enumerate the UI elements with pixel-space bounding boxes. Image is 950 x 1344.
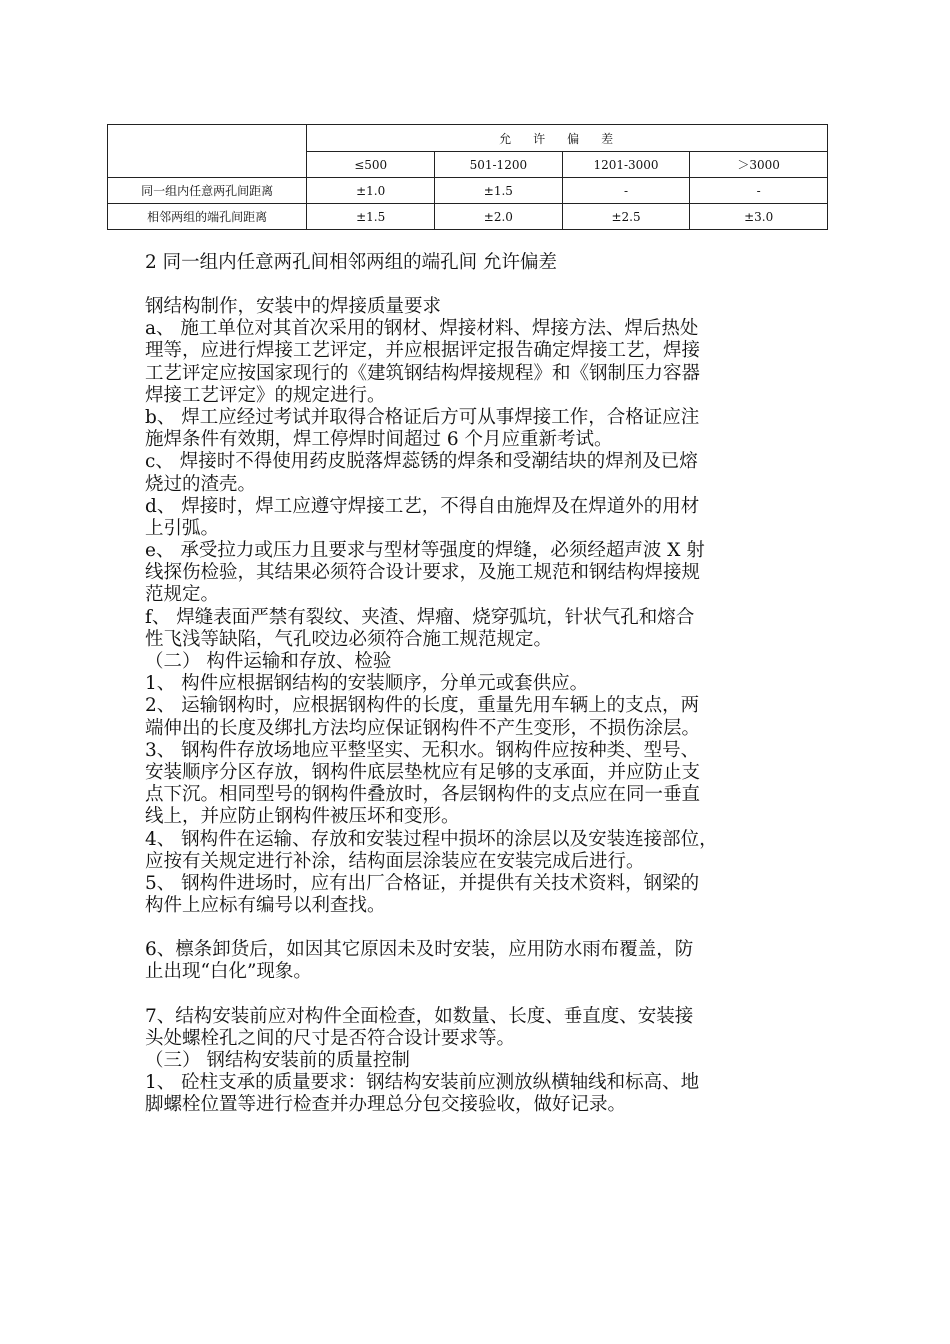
section-heading: 钢结构制作，安装中的焊接质量要求 <box>145 296 442 317</box>
text-line: 端伸出的长度及绑扎方法均应保证钢构件不产生变形，不损伤涂层。 <box>145 717 701 739</box>
text-line: 工艺评定应按国家现行的《建筑钢结构焊接规程》和《钢制压力容器 <box>145 362 701 384</box>
text-line: 头处螺栓孔之间的尺寸是否符合设计要求等。 <box>145 1027 516 1049</box>
text-line: 5、 钢构件进场时，应有出厂合格证，并提供有关技术资料，钢梁的 <box>145 872 700 894</box>
range-cell: 501-1200 <box>435 152 563 178</box>
text-line: 性飞浅等缺陷，气孔咬边必须符合施工规范规定。 <box>145 628 553 650</box>
text-line: 范规定。 <box>145 584 220 606</box>
text-line: 焊接工艺评定》的规定进行。 <box>145 384 386 406</box>
text-line: c、 焊接时不得使用药皮脱落焊蕊锈的焊条和受潮结块的焊剂及已熔 <box>145 451 698 473</box>
text-line: 理等，应进行焊接工艺评定，并应根据评定报告确定焊接工艺，焊接 <box>145 340 701 362</box>
text-line: f、 焊缝表面严禁有裂纹、夹渣、焊瘤、烧穿弧坑，针状气孔和熔合 <box>145 606 695 628</box>
text-line: 烧过的渣壳。 <box>145 473 257 495</box>
table-caption: 2 同一组内任意两孔间相邻两组的端孔间 允许偏差 <box>145 252 558 273</box>
table-row <box>108 178 828 204</box>
text-line: 4、 钢构件在运输、存放和安装过程中损坏的涂层以及安装连接部位， <box>145 828 718 850</box>
text-line: e、 承受拉力或压力且要求与型材等强度的焊缝，必须经超声波 X 射 <box>145 540 705 562</box>
text-line: 7、结构安装前应对构件全面检查，如数量、长度、垂直度、安装接 <box>145 1005 694 1027</box>
range-cell: 1201-3000 <box>562 152 690 178</box>
section-heading: （二） 构件运输和存放、检验 <box>145 651 392 672</box>
table-header-row <box>108 125 828 152</box>
value-cell: ±2.0 <box>435 204 563 230</box>
text-line: 上引弧。 <box>145 517 220 539</box>
text-line: 1、 砼柱支承的质量要求：钢结构安装前应测放纵横轴线和标高、地 <box>145 1072 700 1094</box>
value-cell: ±1.0 <box>307 178 435 204</box>
text-line: 2、 运输钢构时，应根据钢构件的长度，重量先用车辆上的支点，两 <box>145 695 700 717</box>
text-line: 点下沉。相同型号的钢构件叠放时，各层钢构件的支点应在同一垂直 <box>145 784 701 806</box>
text-line: 构件上应标有编号以利查找。 <box>145 895 386 917</box>
value-cell: ±2.5 <box>562 204 690 230</box>
text-line: 止出现“白化”现象。 <box>145 961 312 983</box>
section-heading: （三） 钢结构安装前的质量控制 <box>145 1050 410 1071</box>
text-line: 安装顺序分区存放，钢构件底层垫枕应有足够的支承面，并应防止支 <box>145 761 701 783</box>
text-line: 施焊条件有效期，焊工停焊时间超过 6 个月应重新考试。 <box>145 429 613 451</box>
text-line: 3、 钢构件存放场地应平整坚实、无积水。钢构件应按种类、型号、 <box>145 739 700 761</box>
range-cell: ≤500 <box>307 152 435 178</box>
value-cell: - <box>690 178 828 204</box>
row-label: 相邻两组的端孔间距离 <box>108 204 307 230</box>
text-line: 线上，并应防止钢构件被压坏和变形。 <box>145 806 460 828</box>
text-line: a、 施工单位对其首次采用的钢材、焊接材料、焊接方法、焊后热处 <box>145 318 699 340</box>
text-line: b、 焊工应经过考试并取得合格证后方可从事焊接工作，合格证应注 <box>145 406 700 428</box>
text-line: 脚螺栓位置等进行检查并办理总分包交接验收，做好记录。 <box>145 1094 627 1116</box>
table-row <box>108 204 828 230</box>
value-cell: ±1.5 <box>307 204 435 230</box>
text-line: 应按有关规定进行补涂，结构面层涂装应在安装完成后进行。 <box>145 850 645 872</box>
value-cell: ±3.0 <box>690 204 828 230</box>
text-line: 线探伤检验，其结果必须符合设计要求，及施工规范和钢结构焊接规 <box>145 562 701 584</box>
table-corner-cell <box>108 125 307 178</box>
value-cell: - <box>562 178 690 204</box>
text-line: d、 焊接时，焊工应遵守焊接工艺，不得自由施焊及在焊道外的用材 <box>145 495 700 517</box>
value-cell: ±1.5 <box>435 178 563 204</box>
header-group-cell: 允许偏差 <box>307 125 828 152</box>
tolerance-table <box>107 124 828 230</box>
text-line: 1、 构件应根据钢结构的安装顺序，分单元或套供应。 <box>145 673 589 695</box>
row-label: 同一组内任意两孔间距离 <box>108 178 307 204</box>
text-line: 6、檩条卸货后，如因其它原因未及时安装，应用防水雨布覆盖，防 <box>145 939 694 961</box>
range-cell: ＞3000 <box>690 152 828 178</box>
body-text <box>145 250 835 1117</box>
